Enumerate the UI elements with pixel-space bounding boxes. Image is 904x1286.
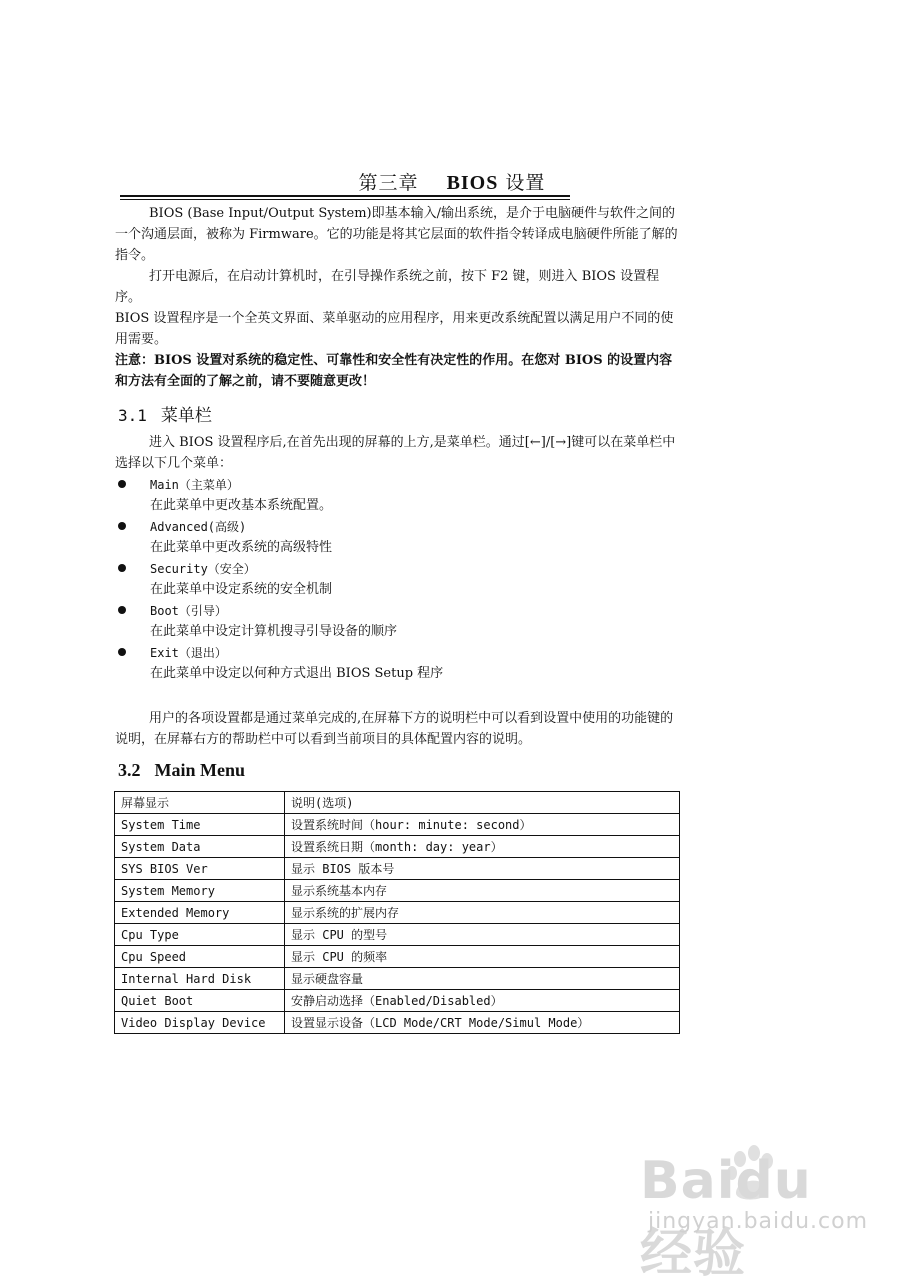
title-rule-thick [120,195,570,197]
table-cell-description: 设置显示设备（LCD Mode/CRT Mode/Simul Mode） [285,1012,680,1034]
menu-description: 在此菜单中更改系统的高级特性 [150,540,333,555]
table-row [115,946,680,968]
menu-name: Main（主菜单） [150,478,239,492]
watermark-url: jingyan.baidu.com [648,1209,869,1234]
table-cell-item: System Time [115,814,285,836]
table-row [115,902,680,924]
title-rule-thin [120,199,570,200]
table-row [115,1012,680,1034]
chapter-number: 第三章 [358,172,419,194]
table-header-cell: 屏幕显示 [115,792,285,814]
intro-paragraph-1: BIOS (Base Input/Output System)即基本输入/输出系统，是介于电脑硬件与软件之间的一个沟通层面，被称为 Firmware。它的功能是将其它层面的软件指令转译成电脑硬件所能了解的指令。 [115,206,678,263]
menu-list [118,476,678,686]
bullet-icon [118,606,126,614]
table-row [115,814,680,836]
watermark-logo: Baidu经验 [640,1151,812,1284]
menu-description: 在此菜单中设定以何种方式退出 BIOS Setup 程序 [150,666,444,681]
table-cell-item: Extended Memory [115,902,285,924]
table-row [115,990,680,1012]
bullet-icon [118,480,126,488]
table-cell-description: 显示 BIOS 版本号 [285,858,680,880]
table-row [115,880,680,902]
chapter-title-cn: 设置 [505,172,546,194]
chapter-title [0,168,904,195]
chapter-title-latin: BIOS [446,172,499,194]
table-cell-item: Cpu Type [115,924,285,946]
list-item [118,518,678,560]
table-cell-description: 显示 CPU 的频率 [285,946,680,968]
menu-description: 在此菜单中更改基本系统配置。 [150,498,333,513]
main-menu-table [114,791,680,1034]
table-cell-description: 显示 CPU 的型号 [285,924,680,946]
section-heading-3-2 [118,760,245,781]
table-cell-description: 显示系统基本内存 [285,880,680,902]
menu-intro-block [115,432,685,474]
menu-name: Boot（引导） [150,604,227,618]
table-header-cell: 说明(选项) [285,792,680,814]
list-item [118,560,678,602]
menu-name: Exit（退出） [150,646,227,660]
warning-note: 注意：BIOS 设置对系统的稳定性、可靠性和安全性有决定性的作用。在您对 BIOS 的设置内容和方法有全面的了解之前，请不要随意更改！ [115,353,673,389]
bullet-icon [118,564,126,572]
table-cell-description: 设置系统时间（hour: minute: second） [285,814,680,836]
menu-description: 在此菜单中设定系统的安全机制 [150,582,333,597]
table-cell-description: 安静启动选择（Enabled/Disabled） [285,990,680,1012]
table-row [115,836,680,858]
table-cell-item: System Memory [115,880,285,902]
intro-block [115,203,685,392]
table-header-row [115,792,680,814]
list-item [118,602,678,644]
intro-paragraph-2: 打开电源后，在启动计算机时，在引导操作系统之前，按下 F2 键，则进入 BIOS 设置程序。 [115,269,660,305]
table-cell-item: Cpu Speed [115,946,285,968]
bullet-icon [118,648,126,656]
table-cell-item: Internal Hard Disk [115,968,285,990]
table-cell-item: Video Display Device [115,1012,285,1034]
menu-outro-paragraph: 用户的各项设置都是通过菜单完成的,在屏幕下方的说明栏中可以看到设置中使用的功能键的说明，在屏幕右方的帮助栏中可以看到当前项目的具体配置内容的说明。 [115,711,674,747]
menu-name: Advanced(高级) [150,520,247,534]
table-cell-description: 显示硬盘容量 [285,968,680,990]
table-cell-item: Quiet Boot [115,990,285,1012]
section-title: Main Menu [154,760,246,780]
table-cell-description: 显示系统的扩展内存 [285,902,680,924]
menu-name: Security（安全） [150,562,256,576]
intro-paragraph-3: BIOS 设置程序是一个全英文界面、菜单驱动的应用程序，用来更改系统配置以满足用户不同的使用需要。 [115,311,674,347]
section-heading-3-1 [118,401,212,426]
table-cell-description: 设置系统日期（month: day: year） [285,836,680,858]
list-item [118,476,678,518]
section-number: 3.1 [118,406,147,425]
bullet-icon [118,522,126,530]
table-row [115,924,680,946]
table-row [115,968,680,990]
section-number: 3.2 [118,760,141,780]
list-item [118,644,678,686]
table-cell-item: System Data [115,836,285,858]
baidu-watermark [640,1145,869,1284]
section-title: 菜单栏 [160,406,212,426]
table-row [115,858,680,880]
menu-intro-paragraph: 进入 BIOS 设置程序后,在首先出现的屏幕的上方,是菜单栏。通过[←]/[→]键可以在菜单栏中选择以下几个菜单： [115,435,676,471]
menu-description: 在此菜单中设定计算机搜寻引导设备的顺序 [150,624,398,639]
table-cell-item: SYS BIOS Ver [115,858,285,880]
menu-outro-block [115,708,685,750]
